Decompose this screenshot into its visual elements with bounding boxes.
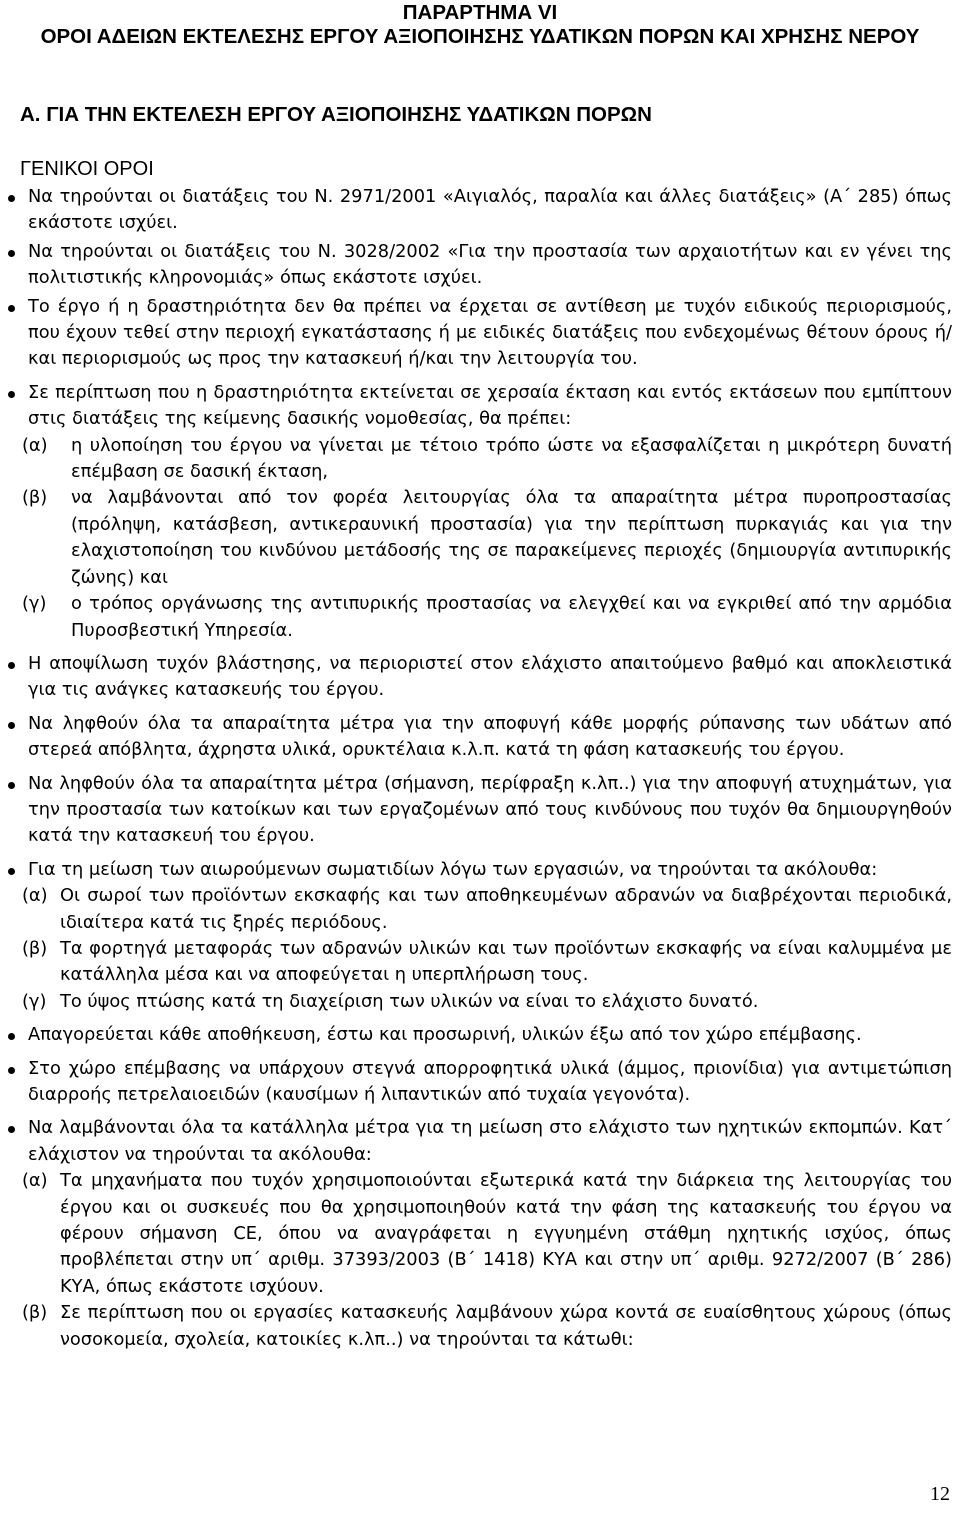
bullet-icon [8, 195, 15, 202]
bullet-icon [8, 1067, 15, 1074]
bullet-icon [8, 305, 15, 312]
list-item: Σε περίπτωση που η δραστηριότητα εκτείνεται σε χερσαία έκταση και εντός εκτάσεων που εμπίπτουν στις διατάξεις της κείμενης δασικής νομοθεσίας, θα πρέπει: [0, 380, 960, 433]
bullet-icon [8, 250, 15, 257]
list-item: Να ληφθούν όλα τα απαραίτητα μέτρα (σήμανση, περίφραξη κ.λπ..) για την αποφυγή ατυχημάτων, για την προστασία των κατοίκων και των εργαζομένων από τους κινδύνους που τυχόν θα δημιουργηθούν κατά την κατασκευή του έργου. [0, 771, 960, 850]
page-number: 12 [930, 1483, 950, 1505]
sub-item: (β) Σε περίπτωση που οι εργασίες κατασκευής λαμβάνουν χώρα κοντά σε ευαίσθητους χώρους (όπως νοσοκομεία, σχολεία, κατοικίες κ.λπ..) να τηρούνται τα κάτωθι: [22, 1302, 952, 1350]
bullet-icon [8, 1033, 15, 1040]
list-item: Να ληφθούν όλα τα απαραίτητα μέτρα για την αποφυγή κάθε μορφής ρύπανσης των υδάτων από στερεά απόβλητα, άχρηστα υλικά, ορυκτέλαια κ.λ.π. κατά τη φάση κατασκευής του έργου. [0, 711, 960, 764]
document-title: ΟΡΟΙ ΑΔΕΙΩΝ ΕΚΤΕΛΕΣΗΣ ΕΡΓΟΥ ΑΞΙΟΠΟΙΗΣΗΣ ΥΔΑΤΙΚΩΝ ΠΟΡΩΝ ΚΑΙ ΧΡΗΣΗΣ ΝΕΡΟΥ [40, 25, 920, 48]
sub-item: (γ) Το ύψος πτώσης κατά τη διαχείριση των υλικών να είναι το ελάχιστο δυνατό. [22, 990, 759, 1012]
list-item: Να λαμβάνονται όλα τα κατάλληλα μέτρα για τη μείωση στο ελάχιστο των ηχητικών εκπομπών. Κατ΄ ελάχιστον να τηρούνται τα ακόλουθα: [0, 1115, 960, 1168]
sub-item: (β) Τα φορτηγά μεταφοράς των αδρανών υλικών και των προϊόντων εκσκαφής να είναι καλυμμένα με κατάλληλα μέσα και να αποφεύγεται η υπερπλήρωση τους. [22, 937, 952, 986]
list-item: Η αποψίλωση τυχόν βλάστησης, να περιοριστεί στον ελάχιστο απαιτούμενο βαθμό και αποκλειστικά για τις ανάγκες κατασκευής του έργου. [0, 651, 960, 704]
general-terms-heading: ΓΕΝΙΚΟΙ ΟΡΟΙ [20, 158, 154, 180]
bullet-icon [8, 722, 15, 729]
terms-list [0, 184, 960, 1353]
annex-heading: ΠΑΡΑΡΤΗΜΑ VI [402, 1, 558, 24]
bullet-icon [8, 662, 15, 669]
sub-item: (α) Οι σωροί των προϊόντων εκσκαφής και των αποθηκευμένων αδρανών να διαβρέχονται περιοδικά, ιδιαίτερα κατά τις ξηρές περιόδους. [22, 885, 952, 933]
list-item: Να τηρούνται οι διατάξεις του Ν. 2971/2001 «Αιγιαλός, παραλία και άλλες διατάξεις» (Α΄ 285) όπως εκάστοτε ισχύει. [0, 184, 960, 237]
bullet-icon [8, 868, 15, 875]
sub-item: (α) Τα μηχανήματα που τυχόν χρησιμοποιούνται εξωτερικά κατά την διάρκεια της λειτουργίας του έργου και οι συσκευές που θα χρησιμοποιηθούν κατά την φάση της κατασκευής του έργου να φέρουν σήμανση CE, όπου να αναγράφεται η εγγυημένη στάθμη ηχητικής ισχύος, όπως προβλέπεται στην υπ΄ αριθμ. 37393/2003 (Β΄ 1418) ΚΥΑ και στην υπ΄ αριθμ. 9272/2007 (Β΄ 286) ΚΥΑ, όπως εκάστοτε ισχύουν. [22, 1170, 952, 1297]
list-item: Για τη μείωση των αιωρούμενων σωματιδίων λόγω των εργασιών, να τηρούνται τα ακόλουθα: [0, 857, 960, 883]
sub-item: (α) η υλοποίηση του έργου να γίνεται με τέτοιο τρόπο ώστε να εξασφαλίζεται η μικρότερη δυνατή επέμβαση σε δασική έκταση, [22, 434, 952, 483]
sub-item: (γ) ο τρόπος οργάνωσης της αντιπυρικής προστασίας να ελεγχθεί και να εγκριθεί από την αρμόδια Πυροσβεστική Υπηρεσία. [22, 593, 952, 641]
list-item: Απαγορεύεται κάθε αποθήκευση, έστω και προσωρινή, υλικών έξω από τον χώρο επέμβασης. [0, 1022, 960, 1048]
sub-item: (β) να λαμβάνονται από τον φορέα λειτουργίας όλα τα απαραίτητα μέτρα πυροπροστασίας (πρόληψη, κατάσβεση, αντικεραυνική προστασία) για την περίπτωση πυρκαγιάς και για την ελαχιστοποίηση του κινδύνου μετάδοσής της σε παρακείμενες περιοχές (δημιουργία αντιπυρικής ζώνης) και [22, 487, 952, 588]
bullet-icon [8, 782, 15, 789]
list-item: Το έργο ή η δραστηριότητα δεν θα πρέπει να έρχεται σε αντίθεση με τυχόν ειδικούς περιορισμούς, που έχουν τεθεί στην περιοχή εγκατάστασης ή με ειδικές διατάξεις που ενδεχομένως θέτουν όρους ή/και περιορισμούς ως προς την κατασκευή ή/και την λειτουργία του. [0, 294, 960, 373]
bullet-icon [8, 391, 15, 398]
list-item: Στο χώρο επέμβασης να υπάρχουν στεγνά απορροφητικά υλικά (άμμος, πριονίδια) για αντιμετώπιση διαρροής πετρελαιοειδών (καυσίμων ή λιπαντικών από τυχαία γεγονότα). [0, 1056, 960, 1109]
bullet-icon [8, 1126, 15, 1133]
list-item: Να τηρούνται οι διατάξεις του Ν. 3028/2002 «Για την προστασία των αρχαιοτήτων και εν γένει της πολιτιστικής κληρονομιάς» όπως εκάστοτε ισχύει. [0, 239, 960, 292]
section-a-heading: Α. ΓΙΑ ΤΗΝ ΕΚΤΕΛΕΣΗ ΕΡΓΟΥ ΑΞΙΟΠΟΙΗΣΗΣ ΥΔΑΤΙΚΩΝ ΠΟΡΩΝ [20, 103, 652, 126]
